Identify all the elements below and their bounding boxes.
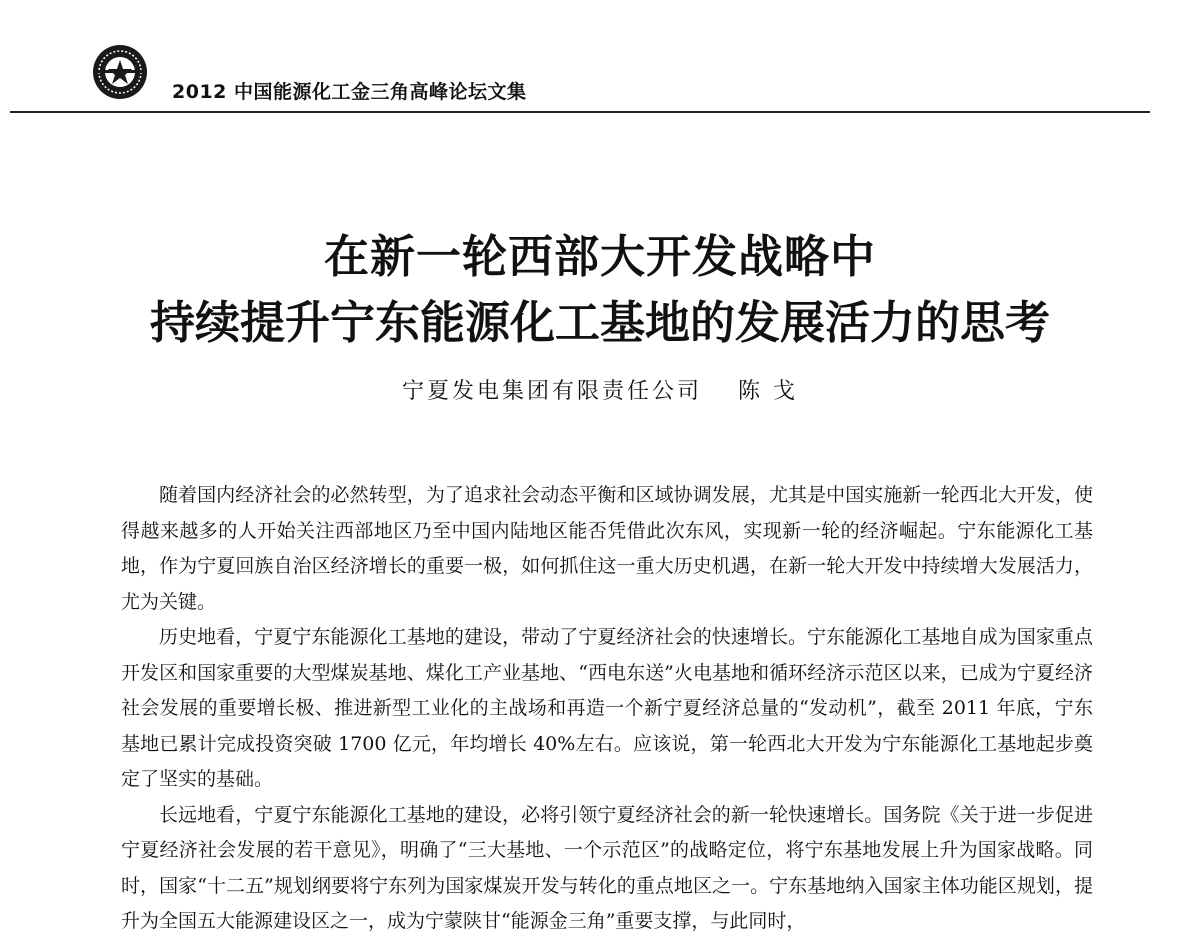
body-paragraph-1: 随着国内经济社会的必然转型，为了追求社会动态平衡和区域协调发展，尤其是中国实施新一轮西北大开发，使得越来越多的人开始关注西部地区乃至中国内陆地区能否凭借此次东风，实现新一轮的经济崛起。宁东能源化工基地，作为宁夏回族自治区经济增长的重要一极，如何抓住这一重大历史机遇，在新一轮大开发中持续增大发展活力，尤为关键。 — [121, 484, 1093, 613]
author-name: 陈 戈 — [738, 379, 798, 404]
body-paragraph-2: 历史地看，宁夏宁东能源化工基地的建设，带动了宁夏经济社会的快速增长。宁东能源化工基地自成为国家重点开发区和国家重要的大型煤炭基地、煤化工产业基地、“西电东送”火电基地和循环经济示范区以来，已成为宁夏经济社会发展的重要增长极、推进新型工业化的主战场和再造一个新宁夏经济总量的“发动机”，截至 2011 年底，宁东基地已累计完成投资突破 1700 亿元，年均增长 40%左右。应该说，第一轮西北大开发为宁东能源化工基地起步奠定了坚实的基础。 — [121, 626, 1093, 790]
running-head: 2012 中国能源化工金三角高峰论坛文集 — [172, 81, 527, 103]
byline — [0, 374, 1200, 405]
article-body — [121, 478, 1093, 940]
title-line-1: 在新一轮西部大开发战略中 — [323, 230, 876, 283]
header-divider — [10, 111, 1150, 113]
title-line-2: 持续提升宁东能源化工基地的发展活力的思考 — [149, 296, 1050, 349]
forum-emblem-icon — [92, 44, 148, 100]
body-paragraph-3: 长远地看，宁夏宁东能源化工基地的建设，必将引领宁夏经济社会的新一轮快速增长。国务院《关于进一步促进宁夏经济社会发展的若干意见》，明确了“三大基地、一个示范区”的战略定位，将宁东基地发展上升为国家战略。同时，国家“十二五”规划纲要将宁东列为国家煤炭开发与转化的重点地区之一。宁东基地纳入国家主体功能区规划，提升为全国五大能源建设区之一，成为宁蒙陕甘“能源金三角”重要支撑，与此同时， — [121, 803, 1093, 932]
page-header — [0, 0, 1200, 116]
article-title — [0, 224, 1200, 356]
author-affiliation: 宁夏发电集团有限责任公司 — [401, 379, 702, 404]
